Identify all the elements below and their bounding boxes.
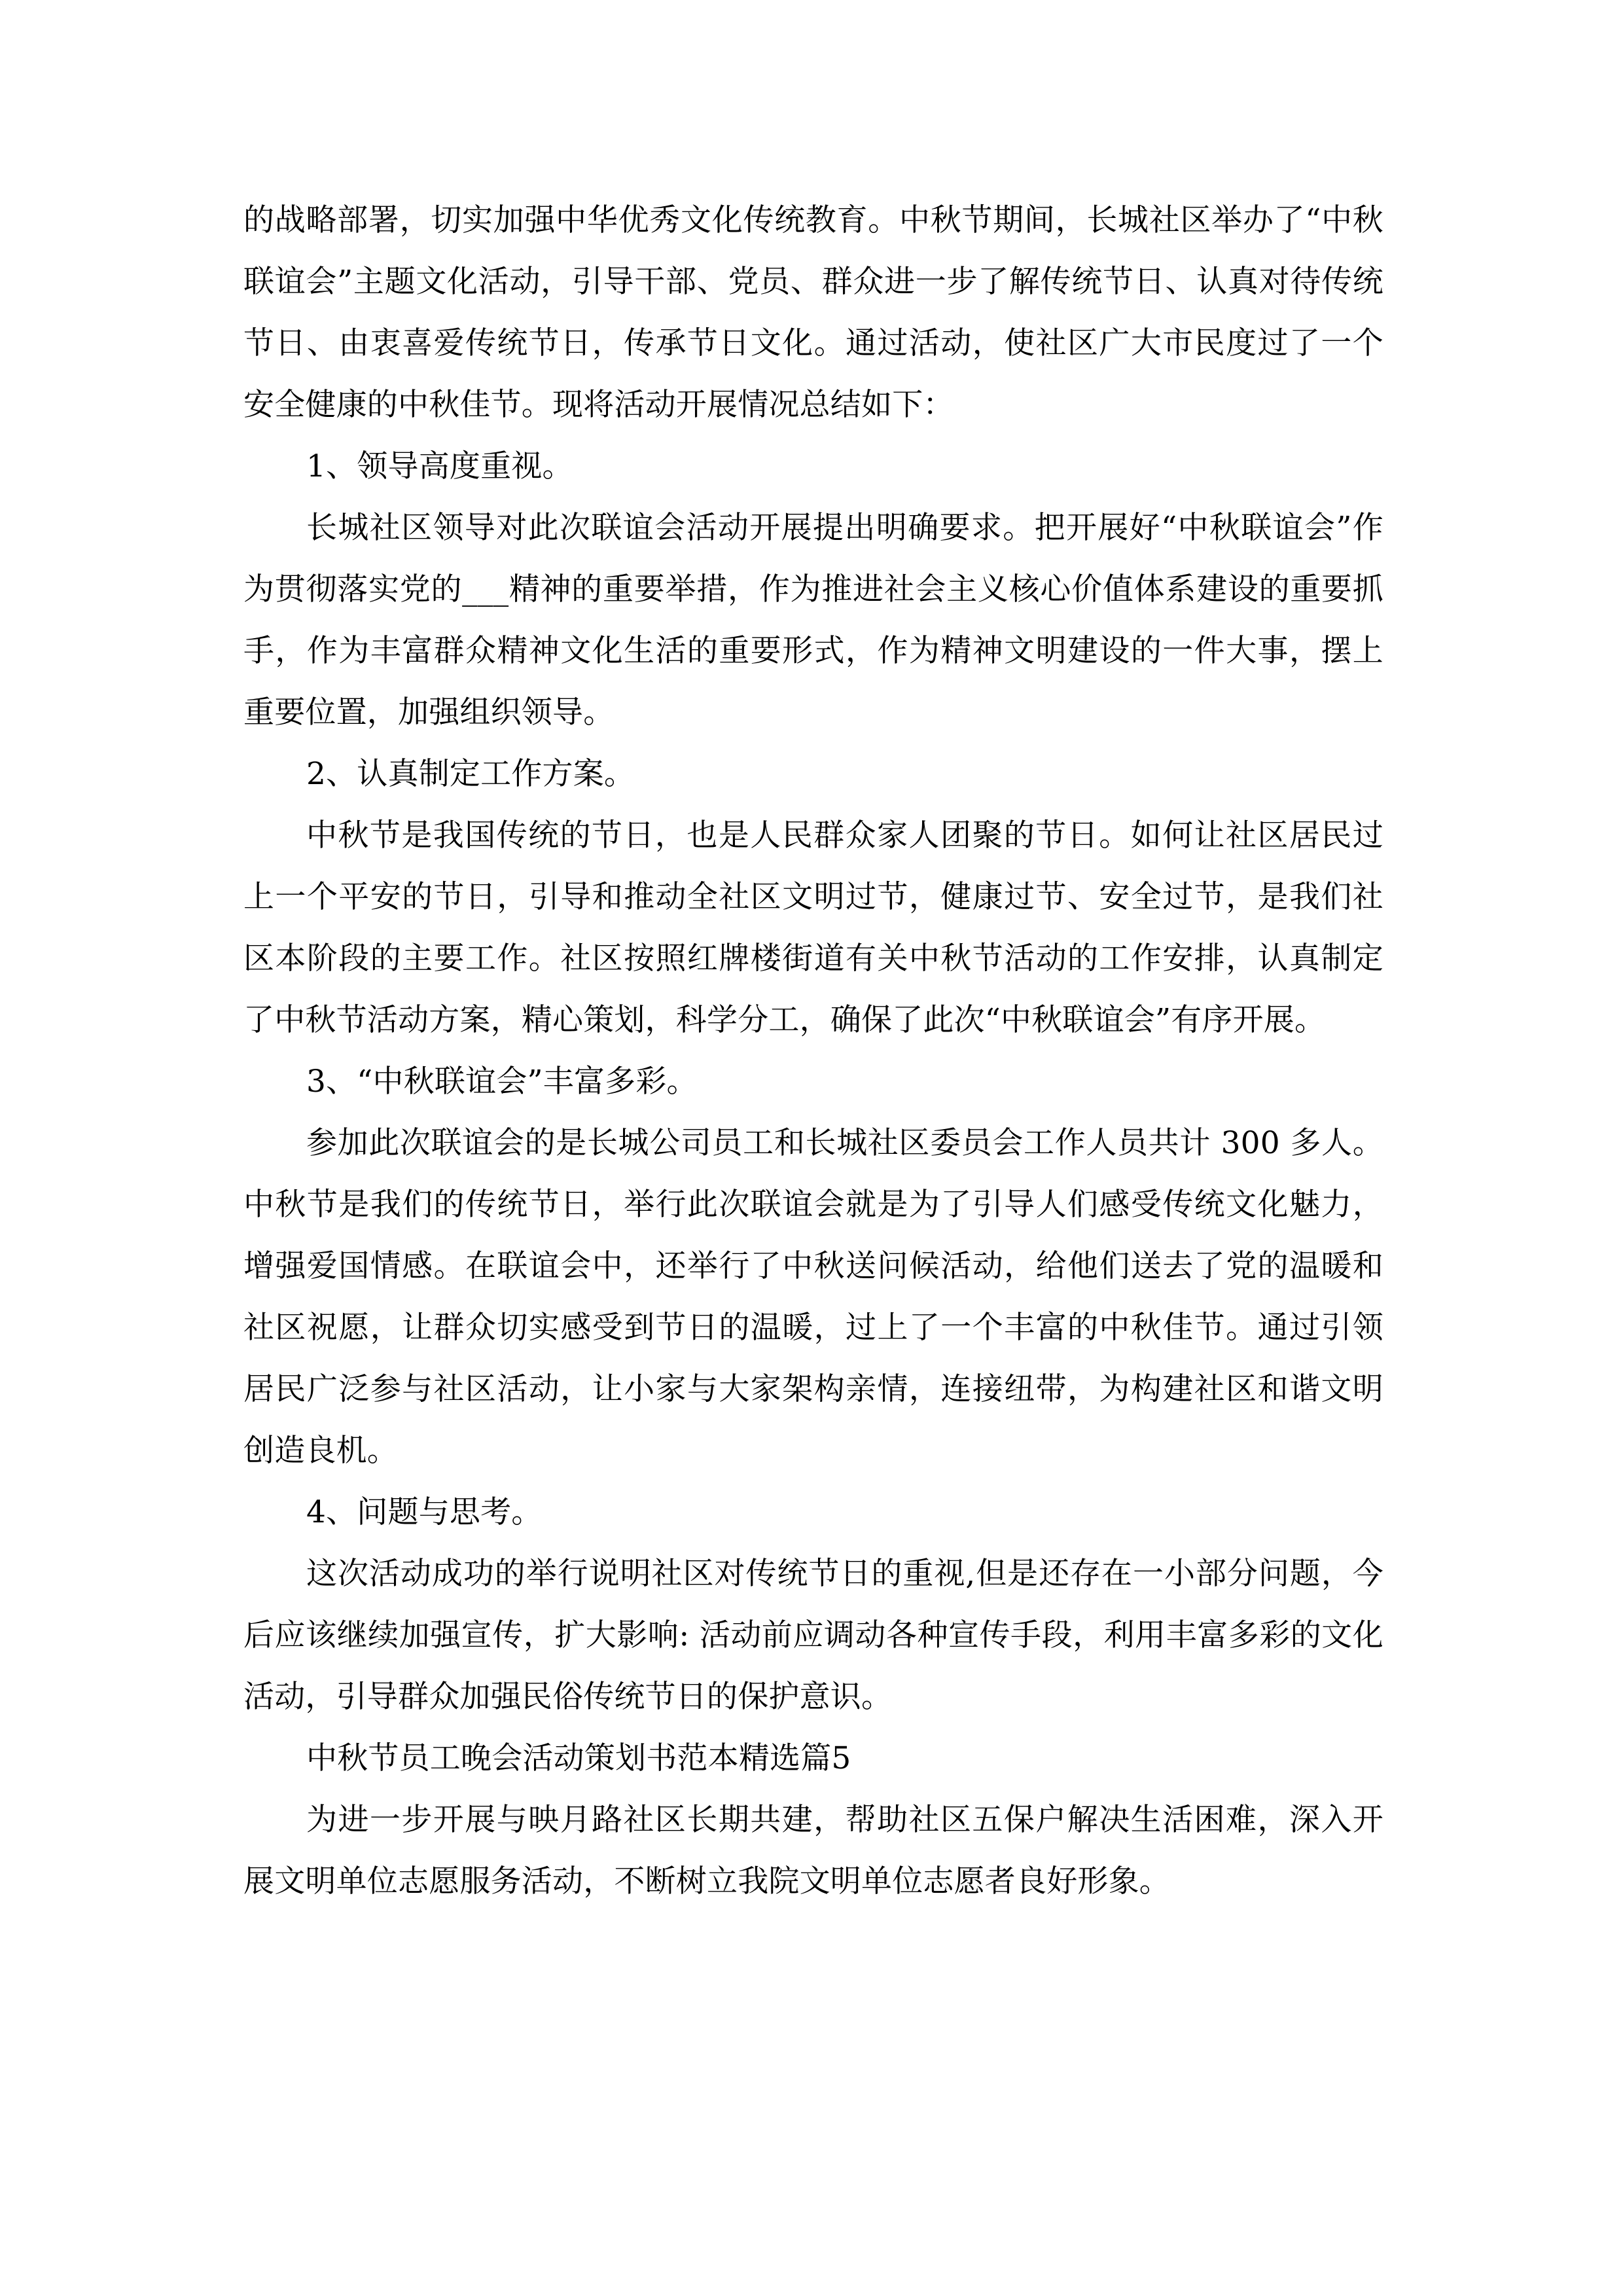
paragraph-section-4-body: 这次活动成功的举行说明社区对传统节日的重视,但是还存在一小部分问题，今后应该继续加强宣传，扩大影响: 活动前应调动各种宣传手段，利用丰富多彩的文化活动，引导群众加强民俗传统节日的保护意识。 xyxy=(243,1556,1383,1715)
paragraph-intro: 的战略部署，切实加强中华优秀文化传统教育。中秋节期间，长城社区举办了“中秋联谊会”主题文化活动，引导干部、党员、群众进一步了解传统节日、认真对待传统节日、由衷喜爱传统节日，传承节日文化。通过活动，使社区广大市民度过了一个安全健康的中秋佳节。现将活动开展情况总结如下： xyxy=(243,202,1383,423)
paragraph-section-2-heading: 2、认真制定工作方案。 xyxy=(306,756,635,792)
paragraph-section-1-heading: 1、领导高度重视。 xyxy=(306,448,573,484)
paragraph-section-3-body: 参加此次联谊会的是长城公司员工和长城社区委员会工作人员共计 300 多人。中秋节是我们的传统节日，举行此次联谊会就是为了引导人们感受传统文化魅力，增强爱国情感。在联谊会中，还举行了中秋送问候活动，给他们送去了党的温暖和社区祝愿，让群众切实感受到节日的温暖，过上了一个丰富的中秋佳节。通过引领居民广泛参与社区活动，让小家与大家架构亲情，连接纽带，为构建社区和谐文明创造良机。 xyxy=(243,1125,1383,1469)
document-body xyxy=(243,190,1383,1912)
paragraph-next-article-body: 为进一步开展与映月路社区长期共建，帮助社区五保户解决生活困难，深入开展文明单位志愿服务活动，不断树立我院文明单位志愿者良好形象。 xyxy=(243,1802,1383,1899)
paragraph-section-3-heading: 3、“中秋联谊会”丰富多彩。 xyxy=(306,1064,698,1100)
paragraph-section-4-heading: 4、问题与思考。 xyxy=(306,1494,543,1530)
paragraph-next-article-title: 中秋节员工晚会活动策划书范本精选篇5 xyxy=(306,1740,851,1776)
paragraph-section-2-body: 中秋节是我国传统的节日，也是人民群众家人团聚的节日。如何让社区居民过上一个平安的节日，引导和推动全社区文明过节，健康过节、安全过节，是我们社区本阶段的主要工作。社区按照红牌楼街道有关中秋节活动的工作安排，认真制定了中秋节活动方案，精心策划，科学分工，确保了此次“中秋联谊会”有序开展。 xyxy=(243,817,1383,1038)
paragraph-section-1-body: 长城社区领导对此次联谊会活动开展提出明确要求。把开展好“中秋联谊会”作为贯彻落实党的___精神的重要举措，作为推进社会主义核心价值体系建设的重要抓手，作为丰富群众精神文化生活的重要形式，作为精神文明建设的一件大事，摆上重要位置，加强组织领导。 xyxy=(243,510,1383,730)
